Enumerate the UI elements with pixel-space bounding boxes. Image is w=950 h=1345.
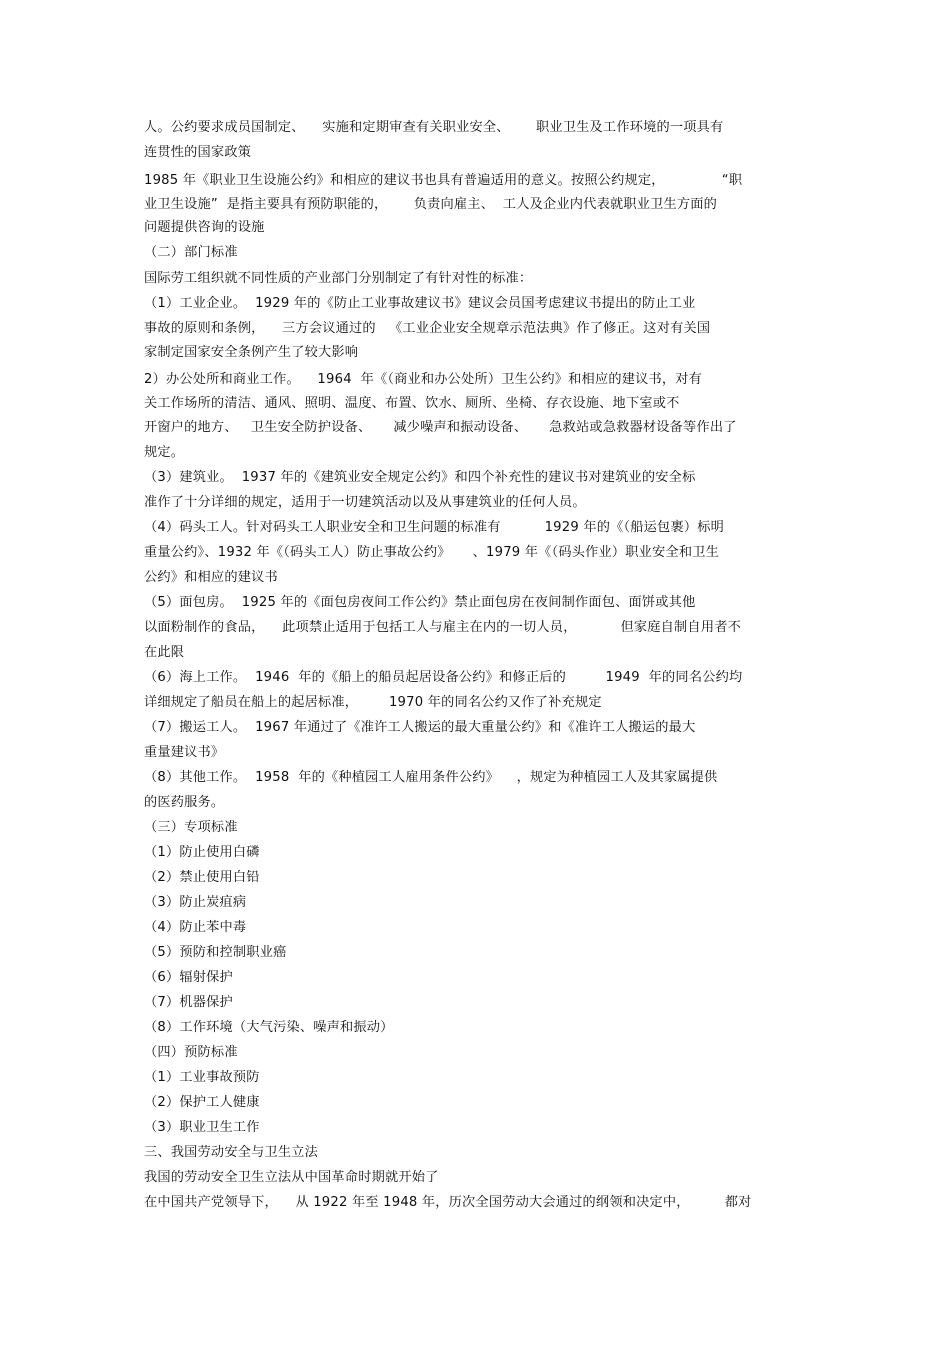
section-heading: 三、我国劳动安全与卫生立法: [144, 1145, 319, 1160]
text-line: 在中国共产党领导下， 从 1922 年至 1948 年，历次全国劳动大会通过的纲领和决定中， 都对: [144, 1195, 752, 1210]
list-item: （1）防止使用白磷: [144, 845, 260, 860]
text-line: 的医药服务。: [144, 795, 225, 810]
list-item: （4）防止苯中毒: [144, 920, 247, 935]
text-line: 规定。: [144, 445, 185, 460]
text-line: 连贯性的国家政策: [144, 145, 252, 160]
list-item: （7）机器保护: [144, 995, 233, 1010]
text-line: （7）搬运工人。 1967 年通过了《准许工人搬运的最大重量公约》和《准许工人搬运的最大: [144, 720, 696, 735]
list-item: （3）职业卫生工作: [144, 1120, 260, 1135]
text-line: 国际劳工组织就不同性质的产业部门分别制定了有针对性的标准：: [144, 271, 533, 286]
text-line: （8）其他工作。 1958 年的《种植园工人雇用条件公约》 ，规定为种植园工人及其家属提供: [144, 770, 718, 785]
text-line: 1985 年《职业卫生设施公约》和相应的建议书也具有普遍适用的意义。按照公约规定， “职: [144, 173, 743, 188]
text-line: 重量建议书》: [144, 745, 225, 760]
text-line: （3）建筑业。 1937 年的《建筑业安全规定公约》和四个补充性的建议书对建筑业的安全标: [144, 470, 696, 485]
list-item: （2）保护工人健康: [144, 1095, 260, 1110]
text-line: 公约》和相应的建议书: [144, 570, 278, 585]
text-line: 我国的劳动安全卫生立法从中国革命时期就开始了: [144, 1170, 439, 1185]
list-item: （3）防止炭疽病: [144, 895, 247, 910]
text-line: （4）码头工人。针对码头工人职业安全和卫生问题的标准有 1929 年的《（船运包裹）标明: [144, 520, 724, 535]
text-line: 关工作场所的清洁、通风、照明、温度、布置、饮水、厕所、坐椅、存衣设施、地下室或不: [144, 396, 680, 411]
text-line: 详细规定了船员在船上的起居标准， 1970 年的同名公约又作了补充规定: [144, 695, 602, 710]
list-item: （6）辐射保护: [144, 970, 233, 985]
text-line: 以面粉制作的食品， 此项禁止适用于包括工人与雇主在内的一切人员， 但家庭自制自用者不: [144, 620, 741, 635]
section-heading: （四）预防标准: [144, 1045, 238, 1060]
text-line: 重量公约》、1932 年《（码头工人）防止事故公约》 、1979 年《（码头作业）职业安全和卫生: [144, 545, 719, 560]
section-heading: （三）专项标准: [144, 820, 238, 835]
text-line: 业卫生设施” 是指主要具有预防职能的， 负责向雇主、 工人及企业内代表就职业卫生方面的: [144, 197, 718, 212]
text-line: （1）工业企业。 1929 年的《防止工业事故建议书》建议会员国考虑建议书提出的防止工业: [144, 296, 696, 311]
text-line: 事故的原则和条例， 三方会议通过的 《工业企业安全规章示范法典》作了修正。这对有关国: [144, 321, 711, 336]
list-item: （1）工业事故预防: [144, 1070, 260, 1085]
list-item: （2）禁止使用白铅: [144, 870, 260, 885]
list-item: （5）预防和控制职业癌: [144, 945, 287, 960]
text-line: 准作了十分详细的规定，适用于一切建筑活动以及从事建筑业的任何人员。: [144, 495, 586, 510]
text-line: （5）面包房。 1925 年的《面包房夜间工作公约》禁止面包房在夜间制作面包、面饼或其他: [144, 595, 696, 610]
text-line: 人。公约要求成员国制定、 实施和定期审查有关职业安全、 职业卫生及工作环境的一项具有: [144, 120, 724, 135]
text-line: （6）海上工作。 1946 年的《船上的船员起居设备公约》和修正后的 1949 年的同名公约均: [144, 670, 743, 685]
text-line: 家制定国家安全条例产生了较大影响: [144, 345, 359, 360]
text-line: 2）办公处所和商业工作。 1964 年《（商业和办公处所）卫生公约》和相应的建议书，对有: [144, 372, 703, 387]
text-line: 问题提供咨询的设施: [144, 220, 265, 235]
text-line: 开窗户的地方、 卫生安全防护设备、 减少噪声和振动设备、 急救站或急救器材设备等作出了: [144, 420, 737, 435]
list-item: （8）工作环境（大气污染、噪声和振动）: [144, 1020, 394, 1035]
text-line: 在此限: [144, 645, 185, 660]
section-heading: （二）部门标准: [144, 245, 238, 260]
